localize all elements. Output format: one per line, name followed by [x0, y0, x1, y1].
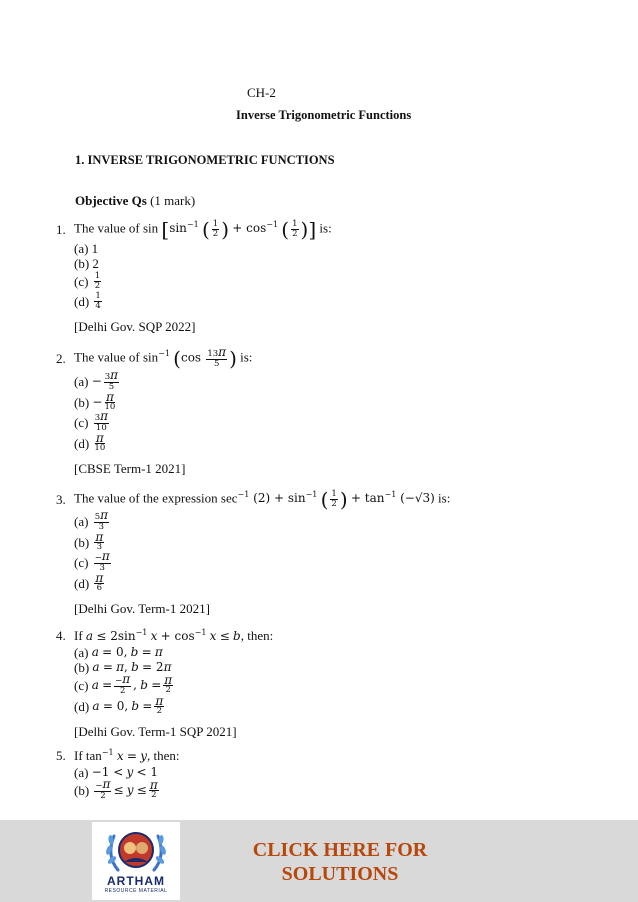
- option-a: (a) $\frac{5\pi}{3}$: [74, 508, 108, 532]
- question-source: [Delhi Gov. Term-1 2021]: [74, 601, 210, 616]
- option-c: (c) $\frac{1}{2}$: [74, 270, 101, 291]
- question-source: [Delhi Gov. SQP 2022]: [74, 319, 196, 334]
- option-b: (b) $\frac{-\pi}{2}$ ≤ y ≤ $\frac{\pi}{2}$: [74, 777, 158, 801]
- laurel-logo-icon: [92, 822, 180, 878]
- question-text: The value of $\sin [\sin^{-1}$ ( $\frac{1}{2}$ ) + $\cos^{-1}$ ( $\frac{1}{2}$ )] is:: [74, 217, 332, 242]
- option-d: (d) $\frac{\pi}{6}$: [74, 570, 104, 593]
- question-number: 1.: [56, 221, 66, 237]
- option-c: (c) $\frac{-\pi}{3}$: [74, 549, 110, 573]
- option-c: (c) $\frac{3\pi}{10}$: [74, 409, 108, 433]
- footer-banner: [0, 820, 638, 902]
- chapter-label: CH-2: [247, 85, 276, 100]
- option-d: (d) $\frac{1}{4}$: [74, 290, 101, 311]
- question-text: The value of the expression $\sec^{-1} (2) + \sin^{-1}$ ( $\frac{1}{2}$ ) + $\tan^{-1} (-√3)$ is:: [74, 487, 451, 512]
- question-4: [56, 628, 596, 740]
- option-a: (a) −1 < y < 1: [74, 765, 159, 780]
- logo-name: ARTHAM: [107, 874, 165, 888]
- option-a: (a) 1: [74, 241, 99, 256]
- question-source: [CBSE Term-1 2021]: [74, 461, 186, 476]
- question-2: [56, 345, 596, 477]
- question-3: [56, 487, 596, 617]
- question-1: [56, 217, 596, 335]
- option-d: (d) a = 0, b = $\frac{\pi}{2}$: [74, 693, 164, 716]
- question-5: [56, 748, 596, 801]
- question-number: 5.: [56, 748, 66, 763]
- cta-line-1: CLICK HERE FOR: [252, 839, 428, 861]
- option-b: (b) − $\frac{\pi}{10}$: [74, 389, 116, 412]
- click-here-for-solutions-link[interactable]: [240, 838, 440, 886]
- question-text: If $a \le 2\sin^{-1}$ $x + \cos^{-1} x \le b$, then:: [74, 628, 274, 643]
- question-text: The value of $\sin^{-1} (\cos$ $\frac{13\pi}{5}$ ) is:: [74, 345, 253, 371]
- option-b: (b) 2: [74, 256, 99, 271]
- cta-line-2: SOLUTIONS: [281, 863, 399, 885]
- logo-tagline: RESOURCE MATERIAL: [104, 888, 168, 894]
- objective-marks: (1 mark): [150, 193, 196, 208]
- question-number: 3.: [56, 491, 66, 507]
- question-text: If $\tan^{-1} x = y$, then:: [74, 748, 180, 763]
- option-b: (b) $\frac{\pi}{3}$: [74, 529, 104, 552]
- option-c: (c) a = $\frac{-\pi}{2}$ , b = $\frac{\pi}{2}$: [74, 672, 173, 696]
- option-a: (a) − $\frac{3\pi}{5}$: [74, 368, 119, 392]
- option-a: (a) a = 0, b = π: [74, 645, 163, 660]
- chapter-title: Inverse Trigonometric Functions: [236, 108, 412, 122]
- question-source: [Delhi Gov. Term-1 SQP 2021]: [74, 724, 237, 739]
- artham-logo: [92, 822, 180, 900]
- objective-label: Objective Qs: [75, 193, 147, 208]
- option-b: (b) a = π , b = 2 π: [74, 660, 172, 675]
- question-number: 4.: [56, 628, 66, 643]
- section-heading: 1. INVERSE TRIGONOMETRIC FUNCTIONS: [75, 153, 335, 167]
- objective-heading: [75, 193, 195, 209]
- option-d: (d) $\frac{\pi}{10}$: [74, 430, 106, 453]
- question-number: 2.: [56, 350, 66, 366]
